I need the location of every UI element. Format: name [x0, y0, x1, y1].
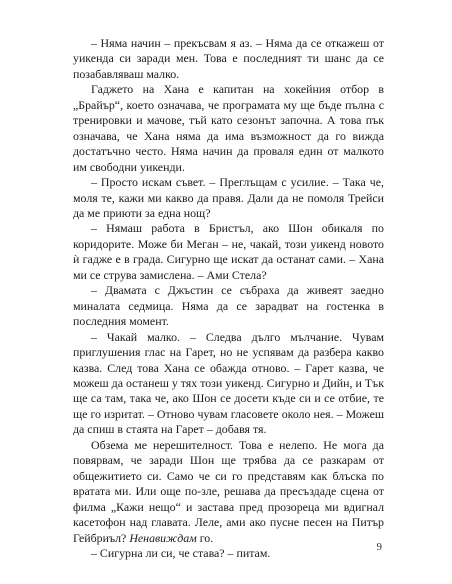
paragraph: – Просто искам съвет. – Преглъщам с усилие. – Така че, моля те, кажи ми какво да правя. Дали да не помоля Трейси да ме приюти за една нощ? — [73, 175, 384, 220]
paragraph: – Чакай малко. – Следва дълго мълчание. Чувам приглушения глас на Гарет, но не успявам да разбера какво казва. След това Хана се обажда отново. – Гарет казва, че можеш да останеш у тях този уикенд. Сигурно и Дийн, и Тък ще са там, така че, ако Шон се досети къде си и се отбие, те ще го изритат. – Отново чувам гласовете около нея. – Можеш да спиш в стаята на Гарет – добавя тя. — [73, 329, 384, 437]
paragraph: – Двамата с Джъстин се събраха да живеят заедно миналата седмица. Няма да се зарадват на гостенка в последния момент. — [73, 283, 384, 329]
paragraph: – Сигурна ли си, че става? – питам. — [91, 545, 271, 560]
italic-word: Ненавиждам — [129, 530, 197, 545]
paragraph-text: Обзема ме нерешителност. Това е нелепо. Не мога да повярвам, че заради Шон ще трябва да се разкарам от общежитието си. Само че си го представям как блъска по вратата ми. Или още по-зле, решава да пресъздаде сцена от филма „Кажи нещо“ и застава пред прозореца ми вдигнал касетофон над главата. Леле, ами ако пусне песен на Питър Гейбриъл? — [73, 437, 384, 545]
paragraph-tail: го. — [196, 530, 214, 545]
page-number: 9 — [376, 541, 382, 553]
body-text — [73, 36, 384, 561]
paragraph — [73, 438, 384, 546]
paragraph: Гаджето на Хана е капитан на хокейния отбор в „Брайър“, което означава, че програмата му ще бъде пълна с тренировки и мачове, тъй като сезонът започна. А това пък означава, че Хана няма да има възможност да го вижда достатъчно често. Няма начин да проваля един от малкото им свободни уикенди. — [73, 82, 384, 174]
paragraph: – Нямаш работа в Бристъл, ако Шон обикаля по коридорите. Може би Меган – не, чакай, този уикенд новото ѝ гадже е в града. Сигурно ще искат да останат сами. – Хана ми се струва замислена. – Ами Стела? — [73, 221, 384, 282]
paragraph: – Няма начин – прекъсвам я аз. – Няма да се откажеш от уикенда си заради мен. Това е последният ти шанс да се позабавляваш малко. — [73, 36, 384, 81]
